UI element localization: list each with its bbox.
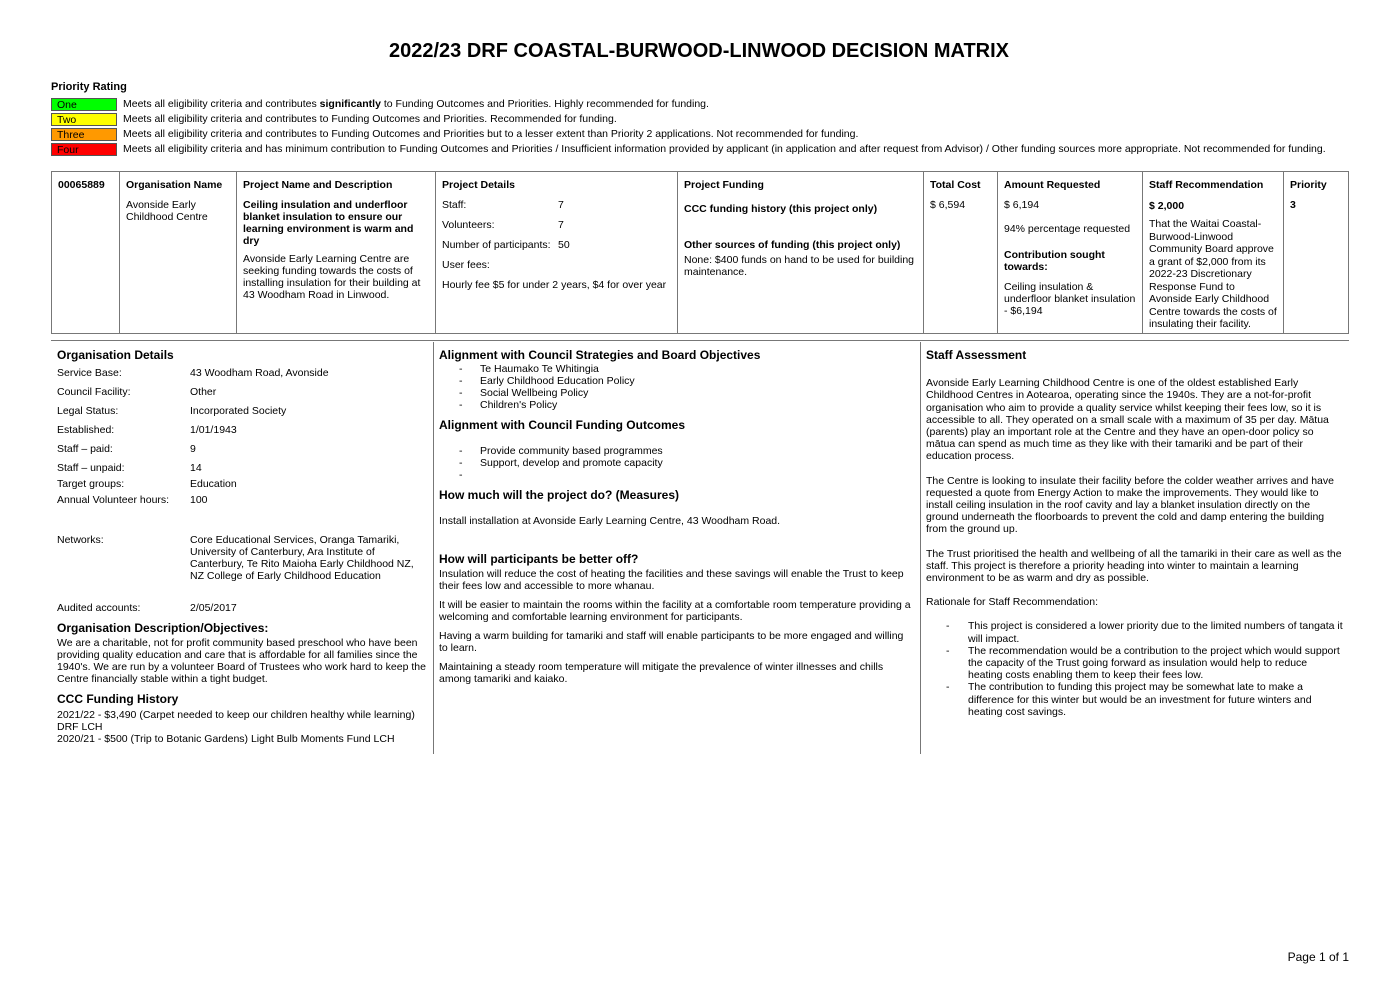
org-detail-label: Annual Volunteer hours: xyxy=(57,494,170,506)
summary-col-funding xyxy=(677,172,923,333)
contribution-label: Contribution sought towards: xyxy=(1004,249,1105,273)
priority-desc-four: Meets all eligibility criteria and has minimum contribution to Funding Outcomes and Priorities / Insufficient information provided by applicant (in application and after request from Advisor) / Other funding sources more appropriate. Not recommended for funding. xyxy=(123,143,1326,155)
strategies-heading: Alignment with Council Strategies and Board Objectives xyxy=(439,348,761,362)
org-detail-value: Incorporated Society xyxy=(190,405,287,417)
priority-swatch-four: Four xyxy=(51,143,117,156)
org-detail-value: 1/01/1943 xyxy=(190,424,237,436)
better-off-paragraph: Insulation will reduce the cost of heating the facilities and these savings will enable the Trust to keep their fees low and accessible to more whanau. xyxy=(439,568,904,592)
priority-desc-one: Meets all eligibility criteria and contributes significantly to Funding Outcomes and Priorities. Highly recommended for funding. xyxy=(123,98,709,110)
staff-value: 7 xyxy=(558,199,564,211)
strategy-item: Early Childhood Education Policy xyxy=(480,375,635,387)
outcome-item: Provide community based programmes xyxy=(480,445,663,457)
priority-swatch-three: Three xyxy=(51,128,117,141)
priority-row-two xyxy=(51,112,617,126)
org-detail-label: Legal Status: xyxy=(57,405,119,417)
org-detail-value: Other xyxy=(190,386,217,398)
contribution-text: Ceiling insulation & underfloor blanket insulation - $6,194 xyxy=(1004,281,1136,317)
better-off-paragraph: It will be easier to maintain the rooms within the facility at a comfortable room temperature providing a welcoming and comfortable learning environment for participants. xyxy=(439,599,911,623)
volunteers-label: Volunteers: xyxy=(442,219,495,231)
priority-header: Priority xyxy=(1290,179,1327,191)
summary-col-id xyxy=(52,172,119,333)
application-id: 00065889 xyxy=(58,179,105,191)
org-detail-value: Education xyxy=(190,478,237,490)
page-number: Page 1 of 1 xyxy=(1287,950,1349,964)
org-detail-label: Established: xyxy=(57,424,115,436)
org-detail-value: 43 Woodham Road, Avonside xyxy=(190,367,329,379)
alignment-panel: Alignment with Council Strategies and Board Objectives - Te Haumako Te Whitingia - Early Childhood Education Policy - Social Wellbeing Policy - Children's Policy Alignment with Council Funding Outcomes - Provide community based programmes - Support, develop and promote capacity - How much will the project do? (Measures) Install installation at Avonside Early Learning Centre, 43 Woodham Road. How will participants be better off? Insulation will reduce the cost of heating the facilities and these savings will enable the Trust to keep their fees low and accessible to more whanau. It will be easier to maintain the rooms within the facility at a comfortable room temperature providing a welcoming and comfortable learning environment for participants. Having a warm building for tamariki and staff will enable participants to be more engaged and willing to learn. Maintaining a steady room temperature will mitigate the prevalence of winter illnesses and chills among tamariki and kaiako. xyxy=(433,342,920,754)
priority-value: 3 xyxy=(1290,199,1296,211)
total-cost: $ 6,594 xyxy=(930,199,966,211)
strategy-item: Te Haumako Te Whitingia xyxy=(480,363,599,375)
org-detail-label: Staff – paid: xyxy=(57,443,113,455)
priority-row-one xyxy=(51,97,709,111)
priority-swatch-one: One xyxy=(51,98,117,111)
other-sources-text: None: $400 funds on hand to be used for building maintenance. xyxy=(684,254,915,278)
percentage-requested: 94% percentage requested xyxy=(1004,223,1131,235)
org-detail-label: Service Base: xyxy=(57,367,122,379)
user-fees-value: Hourly fee $5 for under 2 years, $4 for over year xyxy=(442,279,667,291)
funding-history-item: 2020/21 - $500 (Trip to Botanic Gardens) Light Bulb Moments Fund LCH xyxy=(57,733,395,745)
summary-table xyxy=(51,171,1349,334)
participants-label: Number of participants: xyxy=(442,239,551,251)
staff-rec-header: Staff Recommendation xyxy=(1149,179,1264,191)
staff-rec-amount: $ 2,000 xyxy=(1149,199,1185,212)
networks-label: Networks: xyxy=(57,534,104,546)
org-detail-value: 100 xyxy=(190,494,208,506)
org-detail-value: 9 xyxy=(190,443,196,455)
funding-history-heading: CCC Funding History xyxy=(57,692,179,706)
other-sources-label: Other sources of funding (this project only) xyxy=(684,239,901,251)
staff-rec-text: That the Waitai Coastal-Burwood-Linwood Community Board approve a grant of $2,000 from its 2022-23 Discretionary Response Fund to Avonside Early Childhood Centre towards the costs of insulating their facility. xyxy=(1149,218,1277,330)
org-description-heading: Organisation Description/Objectives: xyxy=(57,621,269,635)
project-header: Project Name and Description xyxy=(243,179,393,191)
staff-label: Staff: xyxy=(442,199,467,211)
user-fees-label: User fees: xyxy=(442,259,490,271)
funding-header: Project Funding xyxy=(684,179,764,191)
assessment-paragraph: The Trust prioritised the health and wellbeing of all the tamariki in their care as well as the staff. This project is therefore a priority heading into winter to maintain a learning environment to be as warm and dry as possible. xyxy=(926,547,1342,585)
better-off-paragraph: Having a warm building for tamariki and staff will enable participants to be more engaged and willing to learn. xyxy=(439,630,904,654)
project-name: Ceiling insulation and underfloor blanket insulation to ensure our learning environment is warm and dry xyxy=(243,199,414,247)
better-off-paragraph: Maintaining a steady room temperature will mitigate the prevalence of winter illnesses and chills among tamariki and kaiako. xyxy=(439,661,884,685)
summary-col-priority xyxy=(1283,172,1349,333)
staff-assessment-heading: Staff Assessment xyxy=(926,348,1027,362)
priority-rating-heading: Priority Rating xyxy=(51,81,127,93)
priority-row-four xyxy=(51,142,1326,156)
outcomes-heading: Alignment with Council Funding Outcomes xyxy=(439,418,685,432)
audited-label: Audited accounts: xyxy=(57,602,141,614)
total-cost-header: Total Cost xyxy=(930,179,981,191)
rationale-item: The contribution to funding this project may be somewhat late to make a difference for this winter but would be an investment for future winters and heating cost savings. xyxy=(968,681,1312,718)
org-name-header: Organisation Name xyxy=(126,179,223,191)
strategy-item: Children's Policy xyxy=(480,399,558,411)
org-description-text: We are a charitable, not for profit community based preschool who have been providing quality education and care that is affordable for all families since the 1940's. We are run by a volunteer Board of Trustees who work hard to keep the Centre financially stable within a tight budget. xyxy=(57,637,426,685)
org-name: Avonside Early Childhood Centre xyxy=(126,199,208,223)
section-divider xyxy=(51,340,1349,341)
summary-col-details xyxy=(435,172,677,333)
networks-value: Core Educational Services, Oranga Tamariki, University of Canterbury, Ara Institute of Canterbury, Te Rito Maioha Early Childhood NZ, NZ College of Early Childhood Education xyxy=(190,534,414,582)
org-detail-label: Staff – unpaid: xyxy=(57,462,125,474)
rationale-item: The recommendation would be a contribution to the project which would support the capacity of the Trust going forward as insulation would help to reduce heating costs enabling them to keep their fees low. xyxy=(968,644,1340,682)
priority-row-three xyxy=(51,127,858,141)
priority-desc-two: Meets all eligibility criteria and contributes to Funding Outcomes and Priorities. Recommended for funding. xyxy=(123,113,617,125)
funding-history-item: 2021/22 - $3,490 (Carpet needed to keep our children healthy while learning) DRF LCH xyxy=(57,709,415,733)
staff-assessment-panel: Staff Assessment Avonside Early Learning Childhood Centre is one of the oldest established Early Childhood Centres in Aotearoa, operating since the 1940s. They are a not-for-profit organisation who aim to provide a quality service whilst keeping their fees low, so it is accessible to all. They operated on a small scale with a maximum of 35 per day. Mātua (parents) play an important role at the Centre and they have an open-door policy so mātua can spend as much time as they like with their tamariki and be part of their education process. The Centre is looking to insulate their facility before the colder weather arrives and have requested a quote from Energy Action to make the improvements. They would like to install ceiling insulation in the roof cavity and lay a blanket insulation directly on the ground underneath the floorboards to prevent the cold and damp entering the building from the ground up. The Trust prioritised the health and wellbeing of all the tamariki in their care as well as the staff. This project is therefore a priority heading into winter to maintain a learning environment to be as warm and dry as possible. Rationale for Staff Recommendation: - This project is considered a lower priority due to the limited numbers of tangata it will impact. - The recommendation would be a contribution to the project which would support the capacity of the Trust going forward as insulation would help to reduce heating costs enabling them to keep their fees low. - The contribution to funding this project may be somewhat late to make a difference for this winter but would be an investment for future winters and heating cost savings. xyxy=(926,348,1343,718)
org-details-heading: Organisation Details xyxy=(57,348,174,362)
outcome-item: Support, develop and promote capacity xyxy=(480,457,663,469)
measures-text: Install installation at Avonside Early Learning Centre, 43 Woodham Road. xyxy=(439,515,781,527)
summary-col-project xyxy=(236,172,435,333)
priority-desc-three: Meets all eligibility criteria and contributes to Funding Outcomes and Priorities but to a lesser extent than Priority 2 applications. Not recommended for funding. xyxy=(123,128,859,140)
page-title: 2022/23 DRF COASTAL-BURWOOD-LINWOOD DECISION MATRIX xyxy=(388,40,1010,62)
amount-requested: $ 6,194 xyxy=(1004,199,1040,211)
details-header: Project Details xyxy=(442,179,515,191)
amount-header: Amount Requested xyxy=(1004,179,1101,191)
priority-swatch-two: Two xyxy=(51,113,117,126)
org-detail-label: Target groups: xyxy=(57,478,125,490)
org-detail-label: Council Facility: xyxy=(57,386,131,398)
summary-col-amount xyxy=(997,172,1142,333)
volunteers-value: 7 xyxy=(558,219,564,231)
summary-col-org xyxy=(119,172,236,333)
rationale-item: This project is considered a lower priority due to the limited numbers of tangata it will impact. xyxy=(968,620,1343,645)
org-detail-value: 14 xyxy=(190,462,202,474)
participants-value: 50 xyxy=(558,239,570,251)
summary-col-staff-rec xyxy=(1142,172,1283,333)
assessment-paragraph: Avonside Early Learning Childhood Centre is one of the oldest established Early Childhood Centres in Aotearoa, operating since the 1940s. They are a not-for-profit organisation who aim to provide a quality service whilst keeping their fees low, so it is accessible to all. They operated on a small scale with a maximum of 35 per day. Mātua (parents) play an important role at the Centre and they have an open-door policy so mātua can spend as much time as they like with their tamariki and be part of their education process. xyxy=(926,377,1329,463)
measures-heading: How much will the project do? (Measures) xyxy=(439,488,680,502)
project-description: Avonside Early Learning Centre are seeking funding towards the costs of installing insulation for their building at 43 Woodham Road in Linwood. xyxy=(243,253,421,301)
assessment-paragraph: Rationale for Staff Recommendation: xyxy=(926,596,1098,609)
funding-history-label: CCC funding history (this project only) xyxy=(684,203,878,215)
assessment-paragraph: The Centre is looking to insulate their facility before the colder weather arrives and have requested a quote from Energy Action to make the improvements. They would like to install ceiling insulation in the roof cavity and lay a blanket insulation directly on the ground underneath the floorboards to prevent the cold and damp entering the building from the ground up. xyxy=(926,474,1334,536)
strategy-item: Social Wellbeing Policy xyxy=(480,387,589,399)
audited-value: 2/05/2017 xyxy=(190,602,237,614)
summary-col-total xyxy=(923,172,997,333)
organisation-details-panel xyxy=(51,342,433,754)
better-off-heading: How will participants be better off? xyxy=(439,552,639,566)
